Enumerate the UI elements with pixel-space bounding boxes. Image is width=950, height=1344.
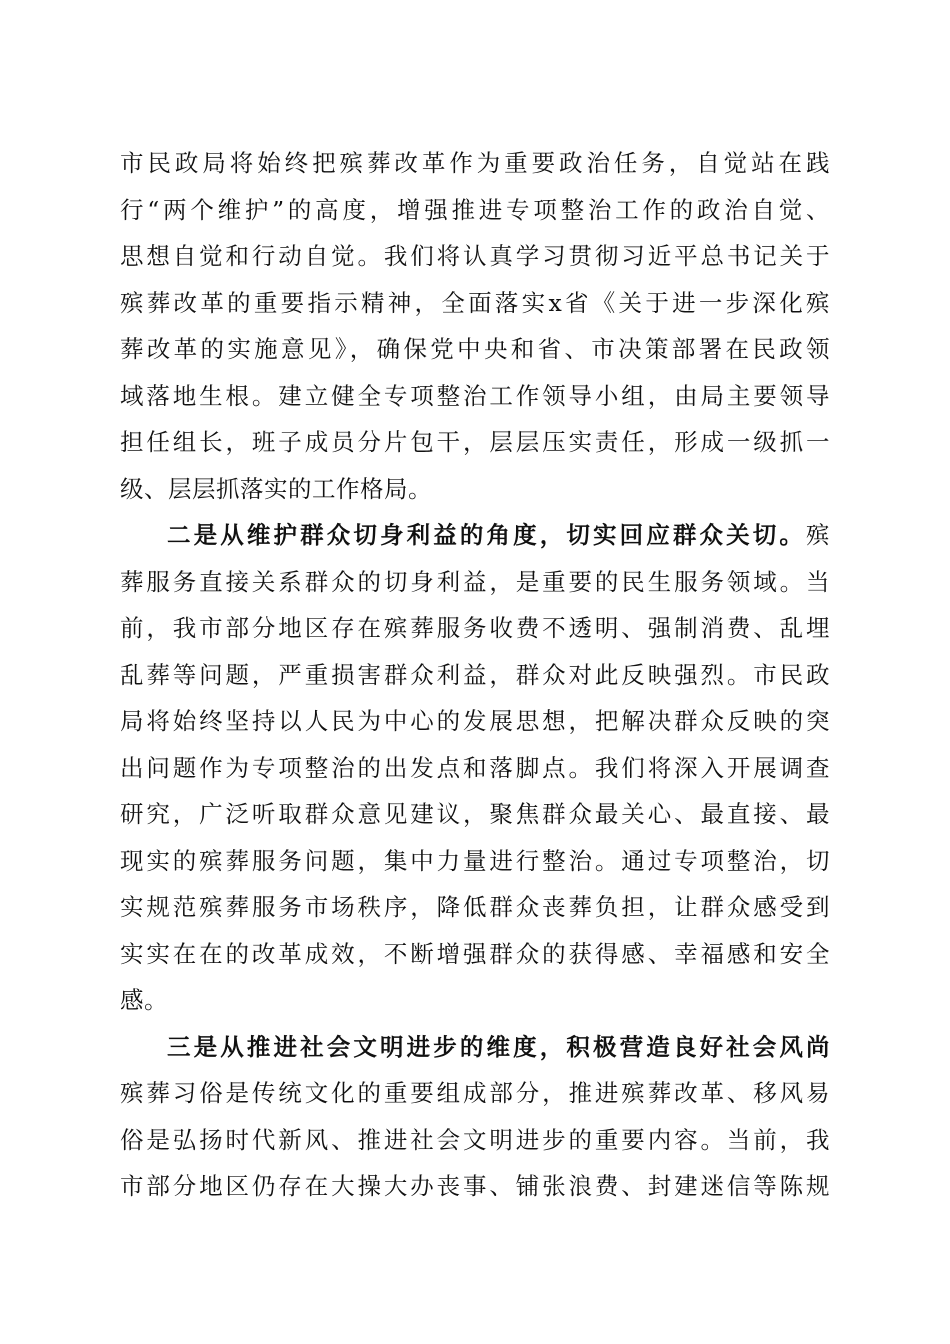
text-line: 俗是弘扬时代新风、推进社会文明进步的重要内容。当前，我: [120, 1125, 830, 1154]
paragraph-3: [120, 1024, 830, 1210]
paragraph-lead-line: [120, 512, 830, 559]
paragraph-2: [120, 512, 830, 1024]
text-line: 局将始终坚持以人民为中心的发展思想，把解决群众反映的突: [120, 707, 830, 735]
text-line: 市民政局将始终把殡葬改革作为重要政治任务，自觉站在践: [120, 149, 830, 177]
text-line: 现实的殡葬服务问题，集中力量进行整治。通过专项整治，切: [120, 846, 830, 875]
text-fragment: 殡: [806, 521, 830, 549]
text-line: 级、层层抓落实的工作格局。: [120, 474, 432, 503]
text-line: 葬服务直接关系群众的切身利益，是重要的民生服务领域。当: [120, 567, 830, 596]
text-line: 思想自觉和行动自觉。我们将认真学习贯彻习近平总书记关于: [120, 242, 830, 270]
text-line: 研究，广泛听取群众意见建议，聚焦群众最关心、最直接、最: [120, 800, 830, 828]
text-line: 葬改革的实施意见》，确保党中央和省、市决策部署在民政领: [120, 335, 830, 363]
text-line: 域落地生根。建立健全专项整治工作领导小组，由局主要领导: [120, 381, 830, 410]
text-line: 殡葬习俗是传统文化的重要组成部分，推进殡葬改革、移风易: [120, 1079, 830, 1107]
text-line: 实实在在的改革成效，不断增强群众的获得感、幸福感和安全: [120, 939, 830, 968]
paragraph-1: [120, 140, 830, 512]
document-body: [120, 140, 830, 1210]
text-line: 殡葬改革的重要指示精神，全面落实x省《关于进一步深化殡: [120, 288, 830, 317]
text-line: 实规范殡葬服务市场秩序，降低群众丧葬负担，让群众感受到: [120, 893, 830, 921]
text-line: 乱葬等问题，严重损害群众利益，群众对此反映强烈。市民政: [120, 660, 830, 689]
text-line: 市部分地区仍存在大操大办丧事、铺张浪费、封建迷信等陈规: [120, 1172, 830, 1200]
text-line: 行“两个维护”的高度，增强推进专项整治工作的政治自觉、: [120, 195, 830, 224]
paragraph-heading: 三是从推进社会文明进步的维度，积极营造良好社会风尚: [167, 1032, 830, 1061]
text-line: 担任组长，班子成员分片包干，层层压实责任，形成一级抓一: [120, 428, 830, 456]
paragraph-lead-line: [120, 1024, 830, 1071]
text-line: 感。: [120, 986, 168, 1014]
paragraph-heading: 二是从维护群众切身利益的角度，切实回应群众关切。: [167, 521, 806, 549]
text-line: 前，我市部分地区存在殡葬服务收费不透明、强制消费、乱埋: [120, 614, 830, 642]
text-line: 出问题作为专项整治的出发点和落脚点。我们将深入开展调查: [120, 753, 830, 782]
